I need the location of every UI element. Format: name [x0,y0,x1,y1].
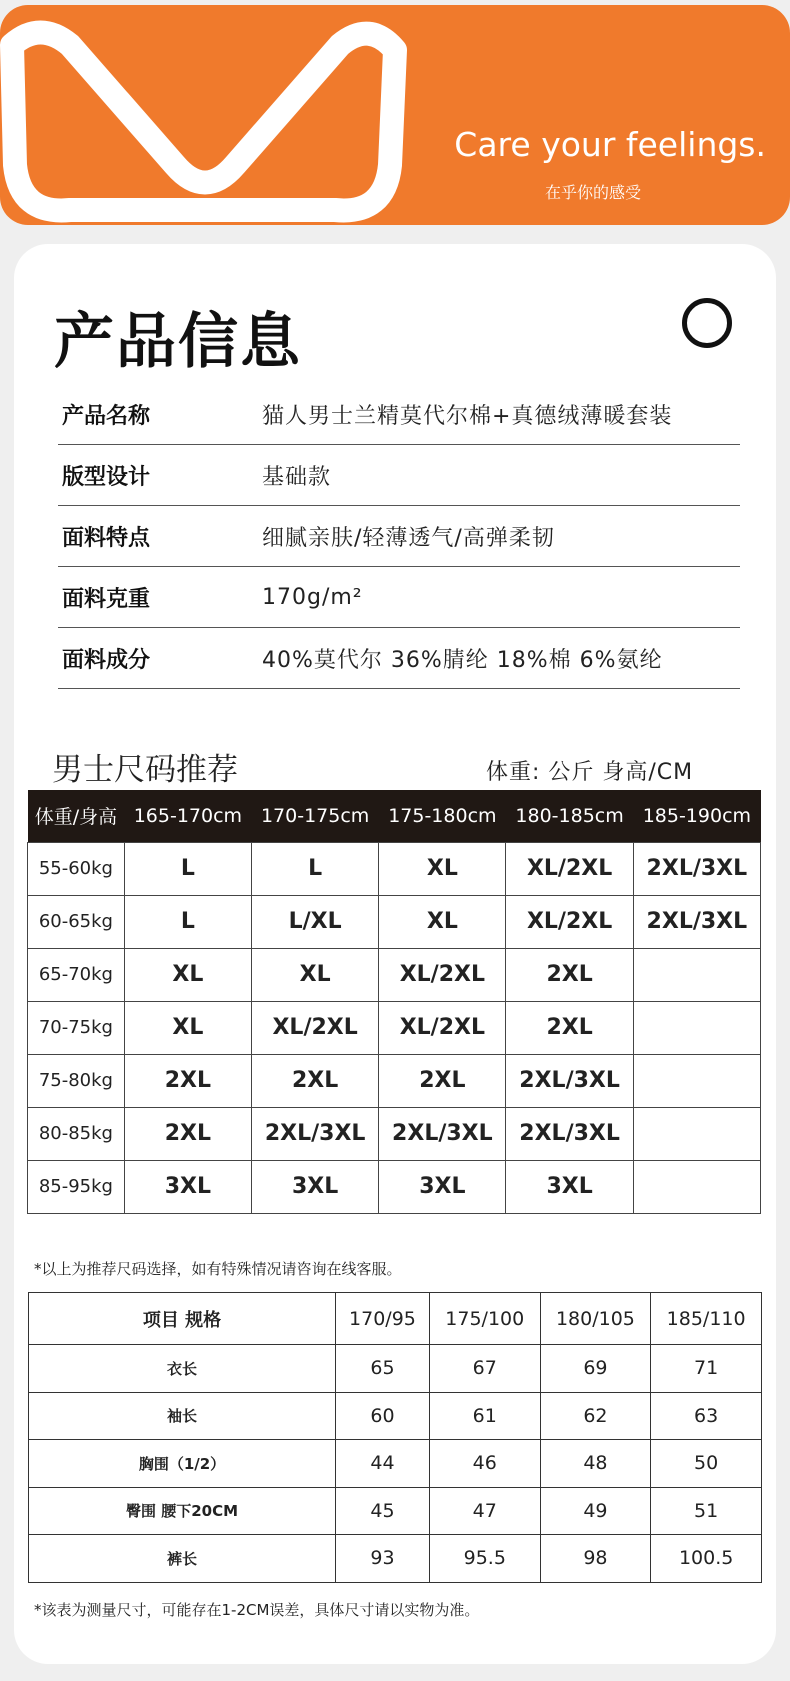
weight-cell: 85-95kg [28,1160,125,1213]
column-header: 170-175cm [252,790,379,842]
spec-value-cell: 60 [336,1392,430,1440]
spec-label-cell: 臀围 腰下20CM [29,1487,336,1535]
size-note: *以上为推荐尺码选择，如有特殊情况请咨询在线客服。 [34,1260,402,1278]
spec-value-cell: 44 [336,1440,430,1488]
size-recommend-title: 男士尺码推荐 [52,752,238,788]
size-cell: L [124,842,251,895]
info-label: 版型设计 [62,464,151,490]
table-row [28,1107,761,1160]
spec-value-cell: 62 [540,1392,651,1440]
spec-value-cell: 50 [651,1440,762,1488]
size-cell: XL [124,948,251,1001]
spec-label-cell: 衣长 [29,1345,336,1393]
product-card [14,244,776,1664]
size-cell [633,1107,760,1160]
size-cell: XL/2XL [506,842,633,895]
size-cell: 3XL [124,1160,251,1213]
info-label: 面料特点 [62,525,151,551]
info-value: 基础款 [262,464,332,490]
size-cell: XL/2XL [379,948,506,1001]
spec-value-cell: 63 [651,1392,762,1440]
info-value: 170g/m² [262,584,363,610]
column-header: 175-180cm [379,790,506,842]
brand-banner [0,5,790,225]
info-row [58,384,740,445]
spec-value-cell: 95.5 [429,1535,540,1583]
size-cell: 2XL/3XL [506,1054,633,1107]
slogan: Care your feelings. [454,125,766,164]
size-cell: 2XL [506,1001,633,1054]
spec-value-cell: 69 [540,1345,651,1393]
spec-value-cell: 48 [540,1440,651,1488]
column-header: 165-170cm [124,790,251,842]
size-cell: L/XL [252,895,379,948]
size-cell: 3XL [506,1160,633,1213]
table-header-row [28,790,761,842]
spec-value-cell: 47 [429,1487,540,1535]
table-row [28,895,761,948]
info-row [58,628,740,689]
table-row [29,1440,762,1488]
spec-value-cell: 51 [651,1487,762,1535]
size-cell: 3XL [379,1160,506,1213]
spec-value-cell: 65 [336,1345,430,1393]
spec-table [28,1292,762,1583]
size-cell: XL [379,895,506,948]
size-cell [633,948,760,1001]
size-cell: 2XL/3XL [633,842,760,895]
info-row [58,506,740,567]
size-cell: 2XL [124,1054,251,1107]
size-cell: XL/2XL [252,1001,379,1054]
table-row [28,1054,761,1107]
size-cell: 2XL/3XL [633,895,760,948]
weight-cell: 55-60kg [28,842,125,895]
info-label: 面料成分 [62,647,151,673]
size-recommend-table [27,790,761,1214]
size-cell [633,1054,760,1107]
table-header-row [29,1293,762,1345]
info-row [58,445,740,506]
column-header: 项目 规格 [29,1293,336,1345]
spec-value-cell: 93 [336,1535,430,1583]
spec-value-cell: 49 [540,1487,651,1535]
info-value: 细腻亲肤/轻薄透气/高弹柔韧 [262,525,555,551]
info-label: 面料克重 [62,586,151,612]
column-header: 185-190cm [633,790,760,842]
page-title: 产品信息 [54,307,302,377]
size-cell: XL [379,842,506,895]
table-row [28,948,761,1001]
size-cell: XL/2XL [379,1001,506,1054]
circle-icon [682,298,732,348]
weight-cell: 70-75kg [28,1001,125,1054]
table-row [29,1345,762,1393]
spec-value-cell: 45 [336,1487,430,1535]
size-cell: XL [252,948,379,1001]
spec-label-cell: 袖长 [29,1392,336,1440]
size-recommend-unit: 体重: 公斤 身高/CM [486,760,694,785]
slogan-subtitle: 在乎你的感受 [545,183,642,202]
size-cell [633,1001,760,1054]
size-cell: L [252,842,379,895]
info-value: 猫人男士兰精莫代尔棉+真德绒薄暖套装 [262,403,673,429]
spec-label-cell: 胸围（1/2） [29,1440,336,1488]
spec-value-cell: 67 [429,1345,540,1393]
size-cell: 2XL/3XL [506,1107,633,1160]
spec-note: *该表为测量尺寸，可能存在1-2CM误差，具体尺寸请以实物为准。 [34,1601,480,1619]
info-label: 产品名称 [62,403,151,429]
column-header: 180-185cm [506,790,633,842]
column-header: 170/95 [336,1293,430,1345]
weight-cell: 80-85kg [28,1107,125,1160]
size-cell: 2XL/3XL [252,1107,379,1160]
size-cell: 2XL [252,1054,379,1107]
size-cell: 3XL [252,1160,379,1213]
spec-value-cell: 46 [429,1440,540,1488]
table-row [29,1487,762,1535]
size-cell: 2XL [124,1107,251,1160]
size-cell: L [124,895,251,948]
size-cell [633,1160,760,1213]
size-cell: 2XL [506,948,633,1001]
spec-value-cell: 98 [540,1535,651,1583]
info-row [58,567,740,628]
size-cell: XL [124,1001,251,1054]
size-cell: 2XL/3XL [379,1107,506,1160]
weight-cell: 60-65kg [28,895,125,948]
size-cell: XL/2XL [506,895,633,948]
column-header: 175/100 [429,1293,540,1345]
column-header: 185/110 [651,1293,762,1345]
table-row [28,842,761,895]
table-row [28,1160,761,1213]
column-header: 体重/身高 [28,790,125,842]
table-row [28,1001,761,1054]
spec-value-cell: 71 [651,1345,762,1393]
cat-ears-logo-icon [0,5,420,225]
info-value: 40%莫代尔 36%腈纶 18%棉 6%氨纶 [262,647,663,673]
spec-value-cell: 100.5 [651,1535,762,1583]
weight-cell: 65-70kg [28,948,125,1001]
weight-cell: 75-80kg [28,1054,125,1107]
product-info-list [58,384,740,689]
spec-value-cell: 61 [429,1392,540,1440]
size-cell: 2XL [379,1054,506,1107]
table-row [29,1392,762,1440]
table-row [29,1535,762,1583]
column-header: 180/105 [540,1293,651,1345]
spec-label-cell: 裤长 [29,1535,336,1583]
